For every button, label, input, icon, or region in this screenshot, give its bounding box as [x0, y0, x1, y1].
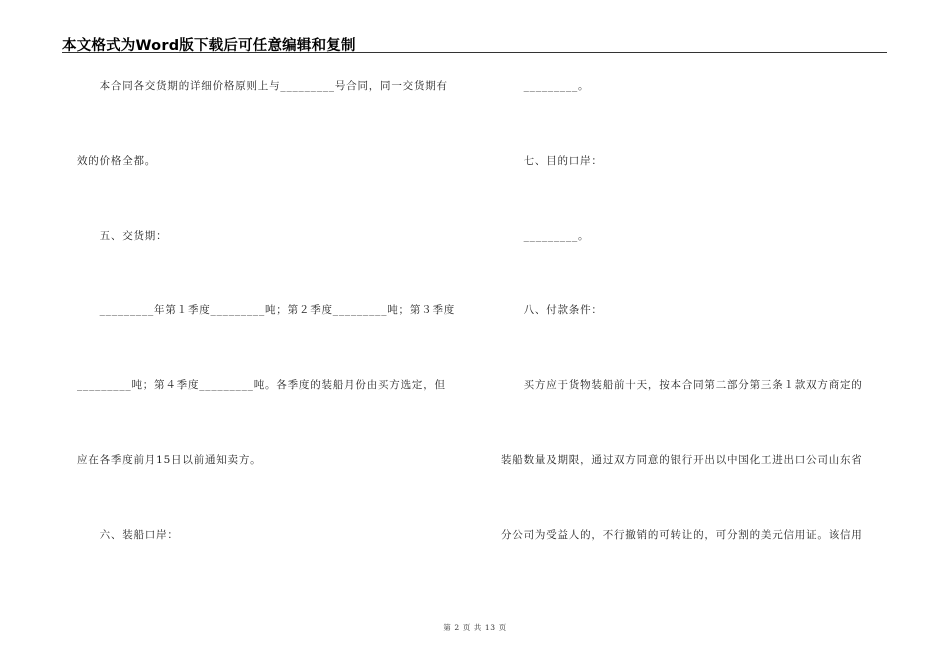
left-line-3: 五、交货期： [77, 230, 168, 242]
right-line-2: 七、目的口岸： [501, 155, 603, 167]
right-line-6: 装船数量及期限，通过双方同意的银行开出以中国化工进出口公司山东省 [501, 454, 863, 466]
left-line-2: 效的价格全都。 [77, 155, 157, 167]
left-line-6: 应在各季度前月15日以前通知卖方。 [77, 454, 262, 466]
right-line-3: _________。 [501, 230, 590, 242]
left-line-7: 六、装船口岸： [77, 529, 179, 541]
left-text-column [77, 0, 467, 620]
right-line-7: 分公司为受益人的，不行撤销的可转让的，可分割的美元信用证。该信用 [501, 529, 863, 541]
right-line-5: 买方应于货物装船前十天，按本合同第二部分第三条１款双方商定的 [501, 379, 863, 391]
left-line-1: 本合同各交货期的详细价格原则上与_________号合同，同一交货期有 [77, 80, 448, 92]
document-header-title: 本文格式为Word版下载后可任意编辑和复制 [62, 38, 356, 54]
page-number-footer: 第 2 页 共 13 页 [443, 623, 507, 632]
left-line-4: _________年第１季度_________吨；第２季度_________吨；第３季度 [77, 304, 456, 316]
right-text-column [501, 0, 885, 620]
right-line-1: _________。 [501, 80, 590, 92]
left-line-5: _________吨；第４季度_________吨。各季度的装船月份由买方选定，但 [77, 379, 446, 391]
right-line-4: 八、付款条件： [501, 304, 603, 316]
